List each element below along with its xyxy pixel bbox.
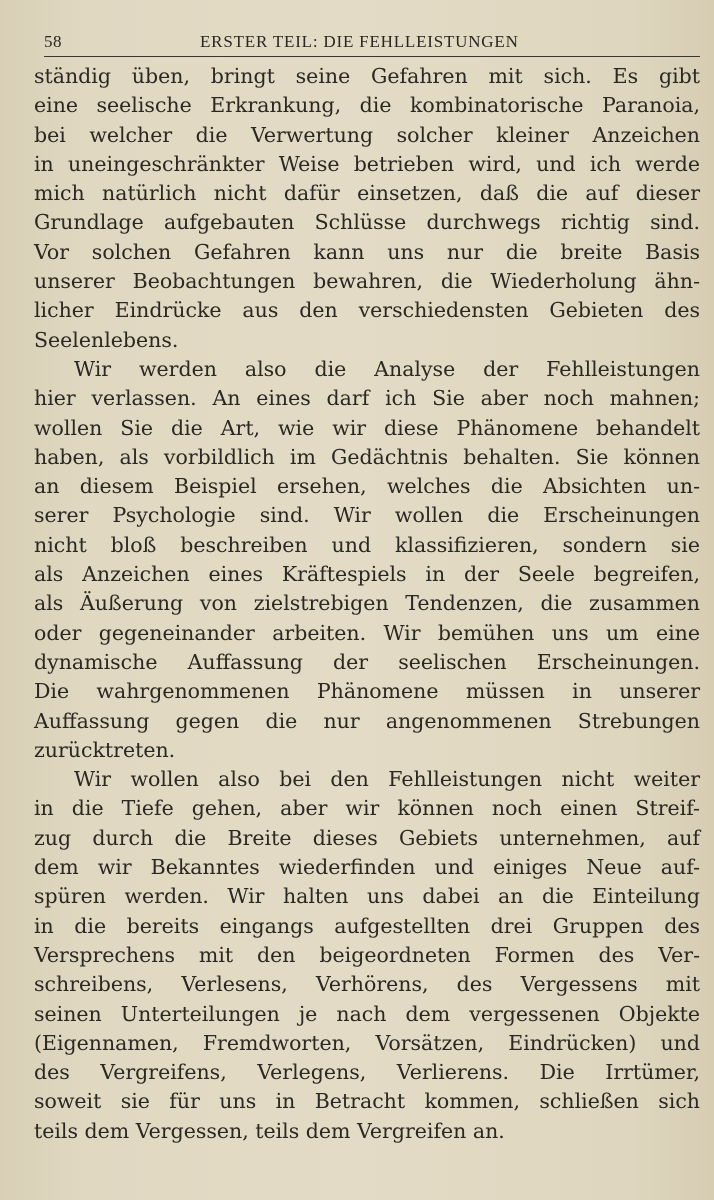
text-line: ständig üben, bringt seine Gefahren mit sich. Es gibt xyxy=(34,64,700,88)
text-line: soweit sie für uns in Betracht kommen, schließen sich xyxy=(34,1089,700,1114)
section-title: ERSTER TEIL: DIE FEHLLEISTUNGEN xyxy=(200,32,519,51)
text-line: zug durch die Breite dieses Gebiets unternehmen, auf xyxy=(34,825,700,850)
text-line: haben, als vorbildlich im Gedächtnis behalten. Sie können xyxy=(34,444,700,469)
text-line: dynamische Auffassung der seelischen Erscheinungen. xyxy=(34,649,700,674)
text-line: als Äußerung von zielstrebigen Tendenzen, die zusammen xyxy=(34,591,700,616)
text-line: hier verlassen. An eines darf ich Sie aber noch mahnen; xyxy=(34,386,700,411)
body-text xyxy=(34,62,700,1146)
text-line: Grundlage aufgebauten Schlüsse durchwegs richtig sind. xyxy=(34,210,700,235)
text-line: Wir wollen also bei den Fehlleistungen nicht weiter xyxy=(74,767,700,792)
text-line: unserer Beobachtungen bewahren, die Wiederholung ähn- xyxy=(34,269,700,294)
text-line: Versprechens mit den beigeordneten Formen des Ver- xyxy=(34,942,700,967)
text-line: spüren werden. Wir halten uns dabei an die Einteilung xyxy=(34,884,700,909)
text-line: schreibens, Verlesens, Verhörens, des Vergessens mit xyxy=(34,972,700,997)
text-line: in die Tiefe gehen, aber wir können noch einen Streif- xyxy=(34,796,700,821)
text-line: bei welcher die Verwertung solcher kleiner Anzeichen xyxy=(34,122,700,147)
text-line: in die bereits eingangs aufgestellten drei Gruppen des xyxy=(34,913,700,938)
text-line: Wir werden also die Analyse der Fehlleistungen xyxy=(74,356,700,381)
text-line: nicht bloß beschreiben und klassifizieren, sondern sie xyxy=(34,532,700,557)
text-line: an diesem Beispiel ersehen, welches die Absichten un- xyxy=(34,474,700,499)
text-line: seinen Unterteilungen je nach dem vergessenen Objekte xyxy=(34,1001,700,1026)
paragraph-1 xyxy=(34,62,700,355)
paragraph-2 xyxy=(34,355,700,765)
text-line: oder gegeneinander arbeiten. Wir bemühen uns um eine xyxy=(34,620,700,645)
running-header xyxy=(44,32,700,57)
text-line: (Eigennamen, Fremdworten, Vorsätzen, Eindrücken) und xyxy=(34,1030,700,1055)
paragraph-3 xyxy=(34,765,700,1146)
text-line: Auffassung gegen die nur angenommenen Strebungen xyxy=(34,708,700,733)
text-line: eine seelische Erkrankung, die kombinatorische Paranoia, xyxy=(34,93,700,118)
text-line: teils dem Vergessen, teils dem Vergreifen an. xyxy=(34,1118,505,1143)
text-line: Seelenlebens. xyxy=(34,327,179,352)
text-line: dem wir Bekanntes wiederfinden und einiges Neue auf- xyxy=(34,855,700,880)
text-line: wollen Sie die Art, wie wir diese Phänomene behandelt xyxy=(34,415,700,440)
text-line: zurücktreten. xyxy=(34,737,176,762)
text-line: mich natürlich nicht dafür einsetzen, daß die auf dieser xyxy=(34,181,700,206)
text-line: des Vergreifens, Verlegens, Verlierens. Die Irrtümer, xyxy=(34,1060,700,1085)
text-line: serer Psychologie sind. Wir wollen die Erscheinungen xyxy=(34,503,700,528)
text-line: in uneingeschränkter Weise betrieben wird, und ich werde xyxy=(34,151,700,176)
text-line: Die wahrgenommenen Phänomene müssen in unserer xyxy=(34,679,700,704)
text-line: als Anzeichen eines Kräftespiels in der Seele begreifen, xyxy=(34,562,700,587)
text-line: Vor solchen Gefahren kann uns nur die breite Basis xyxy=(34,239,700,264)
text-line: licher Eindrücke aus den verschiedensten Gebieten des xyxy=(34,298,700,323)
page-number: 58 xyxy=(44,32,62,51)
